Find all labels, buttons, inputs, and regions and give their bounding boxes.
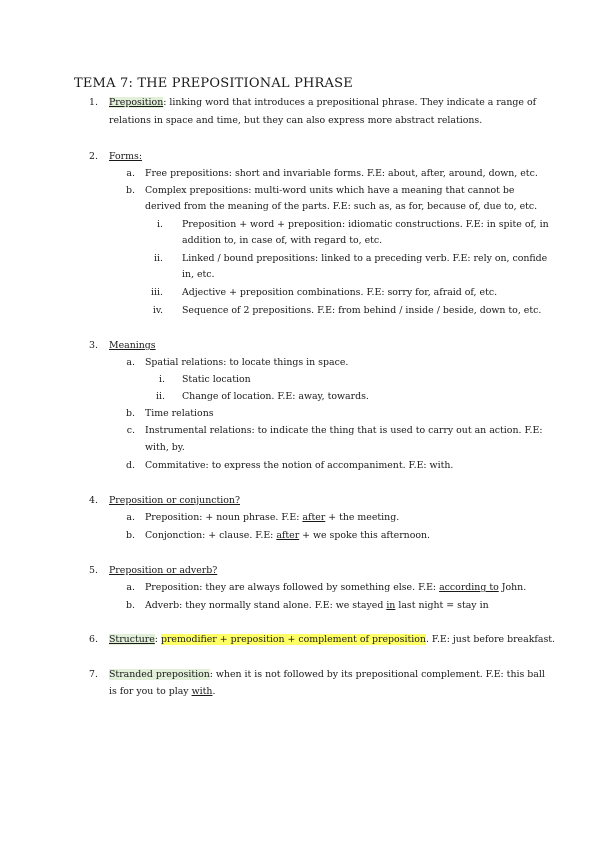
section-1-line-1 (109, 97, 536, 109)
subitem-marker: ii. (156, 391, 165, 402)
item-marker: a. (126, 512, 135, 523)
section-6-line (109, 634, 555, 646)
section-heading: Preposition or adverb? (109, 565, 218, 576)
section-7-line-2 (109, 686, 215, 698)
section-heading: Meanings (109, 340, 156, 351)
section-number: 2. (89, 151, 98, 162)
text: : (154, 634, 161, 645)
text: . F.E: just before breakfast. (425, 634, 555, 645)
text: is for you to play (109, 686, 192, 697)
item-marker: c. (126, 425, 135, 436)
sub-list-item: Change of location. F.E: away, towards. (182, 391, 369, 402)
list-item (145, 600, 489, 612)
sub-list-item: Linked / bound prepositions: linked to a preceding verb. F.E: rely on, confide (182, 253, 548, 264)
underlined-term: with (191, 686, 213, 697)
item-marker: a. (126, 168, 135, 179)
list-item (145, 512, 399, 524)
subitem-marker: ii. (154, 253, 163, 264)
section-number: 1. (89, 97, 98, 108)
text: John. (498, 582, 527, 593)
sub-list-item: Preposition + word + preposition: idiomatic constructions. F.E: in spite of, in (182, 219, 549, 230)
section-number: 5. (89, 565, 98, 576)
sub-list-item-cont: addition to, in case of, with regard to, etc. (182, 235, 383, 246)
list-item: Time relations (145, 408, 214, 419)
list-item-cont: derived from the meaning of the parts. F.E: such as, as for, because of, due to, etc. (145, 201, 538, 212)
item-marker: a. (126, 357, 135, 368)
text: Preposition: they are always followed by something else. F.E: (145, 582, 440, 593)
section-heading: Stranded preposition (109, 669, 210, 680)
list-item: Complex prepositions: multi-word units which have a meaning that cannot be (145, 185, 515, 196)
subitem-marker: i. (157, 219, 163, 230)
text: Adverb: they normally stand alone. F.E: we stayed (145, 600, 387, 611)
section-heading: Preposition (109, 97, 164, 108)
text: Conjonction: + clause. F.E: (145, 530, 277, 541)
section-7-line-1 (109, 669, 545, 681)
underlined-term: according to (439, 582, 499, 593)
text: last night = stay in (395, 600, 489, 611)
list-item: Spatial relations: to locate things in space. (145, 357, 349, 368)
subitem-marker: i. (159, 374, 165, 385)
underlined-term: in (386, 600, 396, 611)
list-item: Free prepositions: short and invariable forms. F.E: about, after, around, down, etc. (145, 168, 538, 179)
item-marker: a. (126, 582, 135, 593)
item-marker: d. (126, 460, 135, 471)
section-number: 4. (89, 495, 98, 506)
item-marker: b. (126, 600, 135, 611)
text: Preposition: + noun phrase. F.E: (145, 512, 303, 523)
underlined-term: after (276, 530, 300, 541)
sub-list-item: Static location (182, 374, 251, 385)
list-item: Instrumental relations: to indicate the thing that is used to carry out an action. F.E: (145, 425, 543, 436)
list-item (145, 530, 430, 542)
list-item-cont: with, by. (145, 442, 185, 453)
subitem-marker: iv. (152, 305, 163, 316)
subitem-marker: iii. (151, 287, 163, 298)
section-text: : linking word that introduces a prepositional phrase. They indicate a range of (163, 97, 537, 108)
sub-list-item: Adjective + preposition combinations. F.E: sorry for, afraid of, etc. (182, 287, 498, 298)
list-item: Commitative: to express the notion of accompaniment. F.E: with. (145, 460, 454, 471)
section-heading: Structure (109, 634, 155, 645)
section-number: 7. (89, 669, 98, 680)
section-heading: Preposition or conjunction? (109, 495, 240, 506)
underlined-term: after (302, 512, 326, 523)
highlighted-text: premodifier + preposition + complement of preposition (160, 634, 426, 645)
section-number: 3. (89, 340, 98, 351)
section-heading: Forms: (109, 151, 142, 162)
text: + the meeting. (325, 512, 400, 523)
item-marker: b. (126, 530, 135, 541)
section-number: 6. (89, 634, 98, 645)
text: . (212, 686, 216, 697)
sub-list-item-cont: in, etc. (182, 269, 215, 280)
sub-list-item: Sequence of 2 prepositions. F.E: from behind / inside / beside, down to, etc. (182, 305, 542, 316)
item-marker: b. (126, 185, 135, 196)
item-marker: b. (126, 408, 135, 419)
text: + we spoke this afternoon. (299, 530, 431, 541)
section-1-line-2: relations in space and time, but they can also express more abstract relations. (109, 115, 483, 126)
text: : when it is not followed by its prepositional complement. F.E: this ball (209, 669, 545, 680)
list-item (145, 582, 526, 594)
page-title: TEMA 7: THE PREPOSITIONAL PHRASE (74, 76, 353, 91)
